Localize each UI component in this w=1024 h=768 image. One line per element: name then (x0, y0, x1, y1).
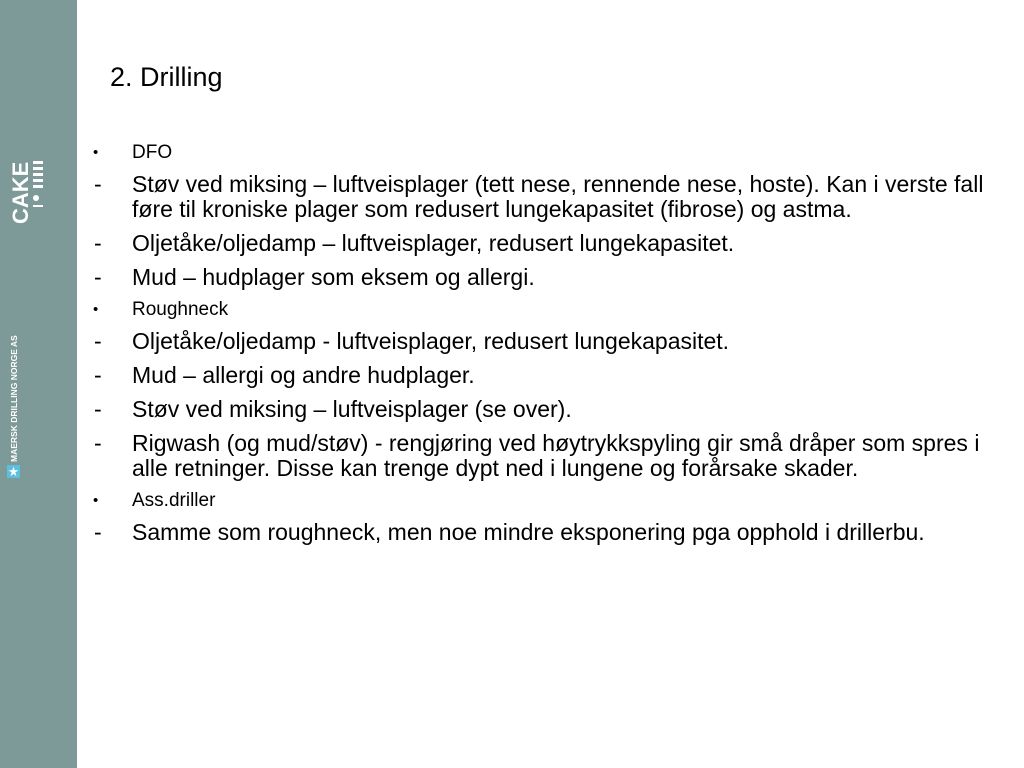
list-item-text: Mud – hudplager som eksem og allergi. (132, 264, 535, 290)
list-item-text: Samme som roughneck, men noe mindre eksponering pga opphold i drillerbu. (132, 519, 925, 545)
dash-marker: - (94, 519, 102, 545)
list-item (91, 363, 1016, 388)
list-item-text: DFO (132, 142, 173, 163)
list-item (91, 231, 1016, 256)
list-item (91, 520, 1016, 545)
list-item-text: Oljetåke/oljedamp – luftveisplager, redusert lungekapasitet. (132, 230, 735, 256)
list-item-dfo (91, 142, 1016, 164)
list-item (91, 397, 1016, 422)
list-item-text: Rigwash (og mud/støv) - rengjøring ved høytrykkspyling gir små dråper som spres i alle retninger. Disse kan trenge dypt ned i lungene og forårsake skader. (132, 430, 980, 481)
bullet-marker: • (93, 492, 99, 509)
maersk-star-icon (7, 465, 20, 478)
logo-mark-icon (32, 158, 44, 218)
slide-content-list (91, 142, 1016, 554)
dash-marker: - (94, 362, 102, 388)
list-item-text: Roughneck (132, 299, 229, 320)
dash-marker: - (94, 264, 102, 290)
dash-marker: - (94, 430, 102, 456)
dash-marker: - (94, 171, 102, 197)
list-item-text: Støv ved miksing – luftveisplager (se over). (132, 396, 572, 422)
sidebar-company-text: MAERSK DRILLING NORGE AS (9, 335, 19, 462)
sidebar-logo-text: CAKE (8, 161, 33, 224)
sidebar (0, 0, 77, 768)
dash-marker: - (94, 396, 102, 422)
list-item (91, 431, 1016, 481)
sidebar-company-label (9, 298, 19, 483)
list-item-roughneck (91, 299, 1016, 321)
list-item (91, 329, 1016, 354)
list-item (91, 172, 1016, 222)
dash-marker: - (94, 328, 102, 354)
list-item (91, 265, 1016, 290)
list-item-text: Ass.driller (132, 490, 216, 511)
bullet-marker: • (93, 144, 99, 161)
list-item-text: Støv ved miksing – luftveisplager (tett nese, rennende nese, hoste). Kan i verste fall føre til kroniske plager som redusert lungekapasitet (fibrose) og astma. (132, 171, 984, 222)
slide-title: 2. Drilling (110, 62, 223, 92)
dash-marker: - (94, 230, 102, 256)
list-item-text: Mud – allergi og andre hudplager. (132, 362, 475, 388)
cake-logo-icon (5, 158, 35, 226)
bullet-marker: • (93, 301, 99, 318)
list-item-text: Oljetåke/oljedamp - luftveisplager, redusert lungekapasitet. (132, 328, 730, 354)
list-item-ass-driller (91, 490, 1016, 512)
